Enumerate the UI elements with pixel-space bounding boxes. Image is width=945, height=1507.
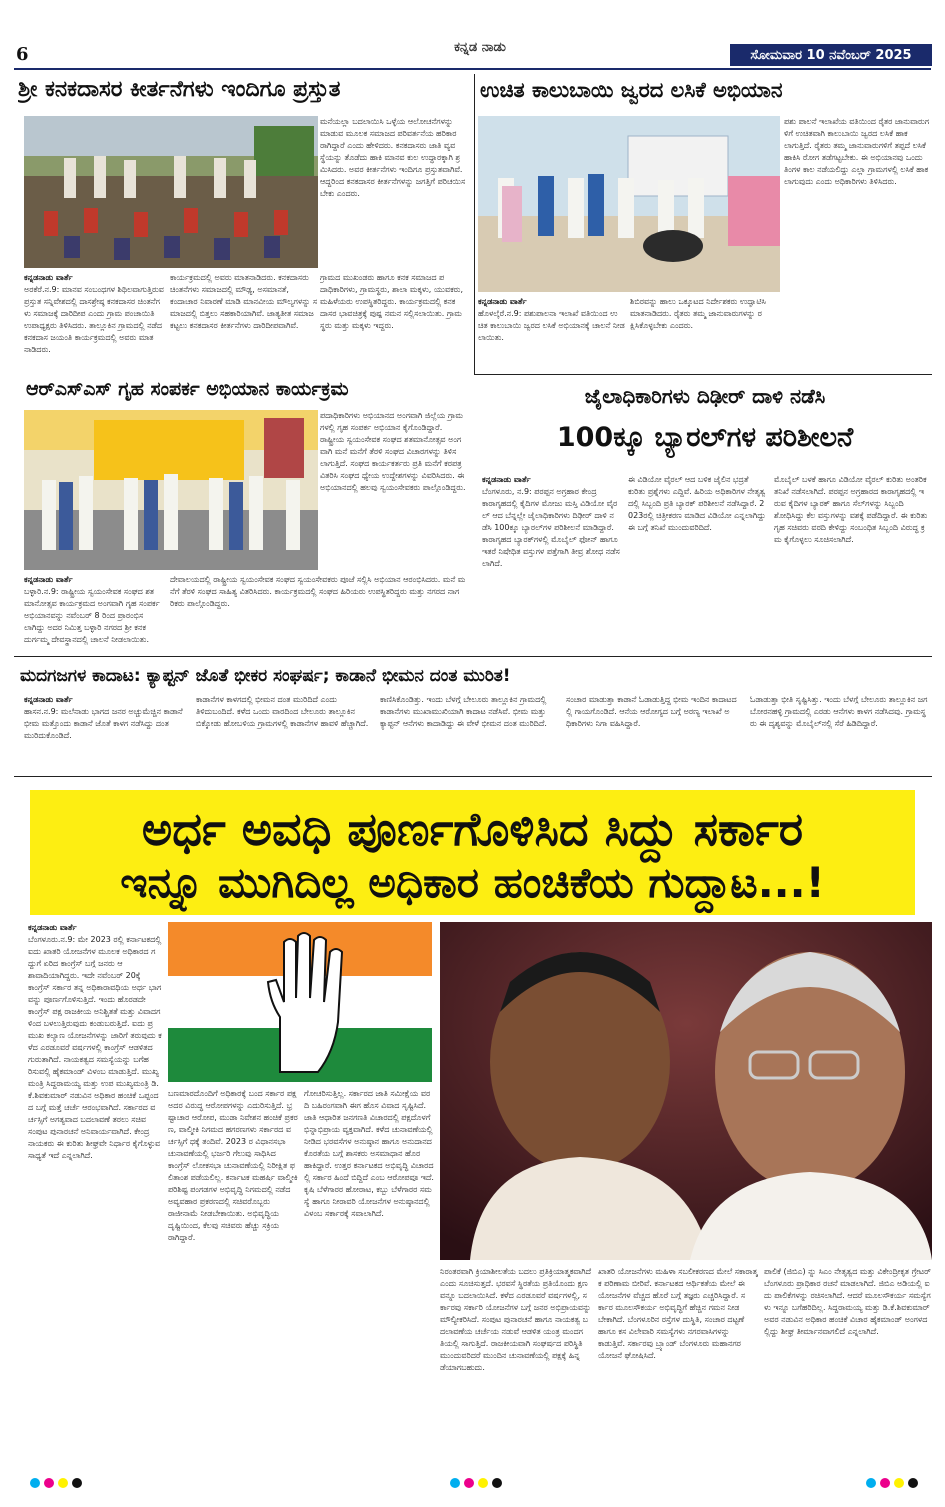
govt-col4: ನಿರಂತರವಾಗಿ ಕ್ರಿಯಾಶೀಲತೆಯ ಬದಲು ಪ್ರತಿಕ್ರಿಯಾತ್ಮಕವಾಗಿದೆ ಎಂದು ಸೂಚಿಸುತ್ತದೆ. ಭರವಸೆ ಸ್ಥಿರತೆಯ ಪ್ರತಿಯೊಂದು ಕ್ಷಣವನ್ನೂ ಬದಲಾಯಿಸಿದೆ. ಕಳೆದ ಎರಡೂವರೆ ವರ್ಷಗಳಲ್ಲಿ, ಸರ್ಕಾರವು ಸರ್ಕಾರಿ ಯೋಜನೆಗಳ ಬಗ್ಗೆ ಜನರ ಅಭಿಪ್ರಾಯವನ್ನು ಮೌಲ್ಯೀಕರಿಸಿದೆ. ಸಂಪುಟ ಪುನಾರಚನೆ ಹಾಗೂ ನಾಯಕತ್ವ ಬದಲಾವಣೆಯ ಚರ್ಚೆಯ ನಡುವೆ ಆಡಳಿತ ಯಂತ್ರ ಮಂದಗತಿಯಲ್ಲಿ ಸಾಗುತ್ತಿದೆ. ರಾಜಕೀಯವಾಗಿ ಸಂಘರ್ಷದ ಪರಿಸ್ಥಿತಿ ಮುಂದುವರಿದರೆ ಮುಂದಿನ ಚುನಾವಣೆಯಲ್ಲಿ ಪಕ್ಷಕ್ಕೆ ಹಿನ್ನಡೆಯಾಗಬಹುದು.	[440, 1267, 592, 1372]
jail-byline: ಕನ್ನಡನಾಡು ವಾರ್ತೆ	[482, 475, 531, 484]
elephant-col1	[24, 694, 188, 770]
yellow-dot	[894, 1478, 904, 1488]
rss-col2: ದೇವಾಲಯದಲ್ಲಿ ರಾಷ್ಟ್ರೀಯ ಸ್ವಯಂಸೇವಕ ಸಂಘದ ಸ್ವಯಂಸೇವಕರು ಪೂಜೆ ಸಲ್ಲಿಸಿ ಅಭಿಯಾನ ಆರಂಭಿಸಿದರು. ಮನೆ ಮನೆಗೆ ತೆರಳಿ ಸಂಘದ ಸಾಹಿತ್ಯ ವಿತರಿಸಿದರು. ಕಾರ್ಯಕ್ರಮದಲ್ಲಿ ಸಂಘದ ಹಿರಿಯರು ಉಪಸ್ಥಿತರಿದ್ದರು ಮತ್ತು ನಗರದ ನಾಗರಿಕರು ಪಾಲ್ಗೊಂಡಿದ್ದರು.	[170, 575, 466, 608]
govt-col1-text: ಬೆಂಗಳೂರು.ನ.9: ಮೇ 2023 ರಲ್ಲಿ ಕರ್ನಾಟಕದಲ್ಲಿ ಐದು ಖಾತರಿ ಯೋಜನೆಗಳ ಮೂಲಕ ಅಧಿಕಾರದ ಗದ್ದುಗೆ ಏರಿದ ಕಾಂಗ್ರೆಸ್ ಬಗ್ಗೆ ಜನರು ಆಶಾವಾದಿಯಾಗಿದ್ದರು. ಇದೇ ನವೆಂಬರ್ 20ಕ್ಕೆ ಕಾಂಗ್ರೆಸ್ ಸರ್ಕಾರ ತನ್ನ ಅಧಿಕಾರಾವಧಿಯ ಅರ್ಧ ಭಾಗವನ್ನು ಪೂರ್ಣಗೊಳಿಸುತ್ತಿದೆ. ಇಂದು ಹೊರಡದೇ ಕಾಂಗ್ರೆಸ್ ಪಕ್ಷ ರಾಜಕೀಯ ಅನಿಶ್ಚಿತತೆ ಮತ್ತು ವಿವಾದಗಳಿಂದ ಬಳಲುತ್ತಿರುವುದು ಕಂಡುಬರುತ್ತಿದೆ. ಐದು ಪ್ರಮುಖ ಕಲ್ಯಾಣ ಯೋಜನೆಗಳನ್ನು ಜಾರಿಗೆ ತರುವುದು ಕಳೆದ ಎರಡೂವರೆ ವರ್ಷಗಳಲ್ಲಿ ಕಾಂಗ್ರೆಸ್ ಆಡಳಿತದ ಗುರುತಾಗಿದೆ. ನಾಯಕತ್ವದ ಸಮಸ್ಯೆಯನ್ನು ಬಗೆಹರಿಸುವಲ್ಲಿ ಹೈಕಮಾಂಡ್ ವಿಳಂಬ ಮಾಡುತ್ತಿದೆ. ಮುಖ್ಯಮಂತ್ರಿ ಸಿದ್ದರಾಮಯ್ಯ ಮತ್ತು ಉಪ ಮುಖ್ಯಮಂತ್ರಿ ಡಿ.ಕೆ.ಶಿವಕುಮಾರ್ ನಡುವಿನ ಅಧಿಕಾರ ಹಂಚಿಕೆ ಒಪ್ಪಂದದ ಬಗ್ಗೆ ಮತ್ತೆ ಚರ್ಚೆ ಆರಂಭವಾಗಿದೆ. ಸರ್ಕಾರದ ವರ್ಚಸ್ಸಿಗೆ ಅಗತ್ಯವಾದ ಬದಲಾವಣೆ ತರಲು ಸಚಿವ ಸಂಪುಟ ಪುನಾರಚನೆ ಅನಿವಾರ್ಯವಾಗಿದೆ. ಕೇಂದ್ರ ನಾಯಕರು ಈ ಕುರಿತು ಶೀಘ್ರವೇ ನಿರ್ಧಾರ ಕೈಗೊಳ್ಳುವ ಸಾಧ್ಯತೆ ಇದೆ ಎನ್ನಲಾಗಿದೆ.	[28, 935, 162, 1160]
vaccine-photo	[478, 116, 780, 292]
magenta-dot	[44, 1478, 54, 1488]
elephant-col3: ಕಾಣಿಸಿಕೊಂಡಿತ್ತು. ಇಂದು ಬೆಳಗ್ಗೆ ಬೇಲೂರು ತಾಲ್ಲೂಕಿನ ಗ್ರಾಮದಲ್ಲಿ ಕಾಡಾನೆಗಳು ಮುಖಾಮುಖಿಯಾಗಿ ಕಾದಾಟ ನಡೆಸಿವೆ. ಭೀಮ ಮತ್ತು ಕ್ಯಾಪ್ಟನ್ ಆನೆಗಳು ಕಾದಾಡಿದ್ದು ಈ ವೇಳೆ ಭೀಮನ ದಂತ ಮುರಿದಿದೆ.	[380, 695, 547, 728]
section-rule	[14, 656, 932, 657]
rss-col1	[24, 574, 164, 646]
govt-col2: ಬಣಮಾರದೊಂದಿಗೆ ಅಧಿಕಾರಕ್ಕೆ ಬಂದ ಸರ್ಕಾರ ಪಕ್ಷ ಅದರ ವಿರುದ್ಧ ಆರೋಪಗಳನ್ನು ಎದುರಿಸುತ್ತಿದೆ. ಭ್ರಷ್ಟಾಚಾರ ಆರೋಪ, ಮುಡಾ ನಿವೇಶನ ಹಂಚಿಕೆ ಪ್ರಕರಣ, ವಾಲ್ಮೀಕಿ ನಿಗಮದ ಹಗರಣಗಳು ಸರ್ಕಾರದ ವರ್ಚಸ್ಸಿಗೆ ಧಕ್ಕೆ ತಂದಿವೆ. 2023 ರ ವಿಧಾನಸಭಾ ಚುನಾವಣೆಯಲ್ಲಿ ಭರ್ಜರಿ ಗೆಲುವು ಸಾಧಿಸಿದ ಕಾಂಗ್ರೆಸ್ ಲೋಕಸಭಾ ಚುನಾವಣೆಯಲ್ಲಿ ನಿರೀಕ್ಷಿತ ಫಲಿತಾಂಶ ಪಡೆಯಲಿಲ್ಲ. ಕರ್ನಾಟಕ ಮಹರ್ಷಿ ವಾಲ್ಮೀಕಿ ಪರಿಶಿಷ್ಟ ಪಂಗಡಗಳ ಅಭಿವೃದ್ಧಿ ನಿಗಮದಲ್ಲಿ ನಡೆದ ಅವ್ಯವಹಾರ ಪ್ರಕರಣದಲ್ಲಿ ಸಚಿವರೊಬ್ಬರು ರಾಜೀನಾಮೆ ನೀಡಬೇಕಾಯಿತು. ಅಭಿವೃದ್ಧಿಯ ದೃಷ್ಟಿಯಿಂದ, ಕೆಲವು ಸಚಿವರು ಹೆಚ್ಚು ಸಕ್ರಿಯರಾಗಿದ್ದಾರೆ.	[168, 1089, 298, 1242]
black-dot	[72, 1478, 82, 1488]
yellow-dot	[58, 1478, 68, 1488]
elephant-col1-text: ಹಾಸನ.ನ.9: ಮಲೆನಾಡು ಭಾಗದ ಜನರ ಅಚ್ಚುಮೆಚ್ಚಿನ ಕಾಡಾನೆ ಭೀಮ ಮತ್ತೊಂದು ಕಾಡಾನೆ ಜೊತೆ ಕಾಳಗ ನಡೆಸಿದ್ದು ದಂತ ಮುರಿದುಕೊಂಡಿದೆ.	[24, 707, 183, 740]
rss-col1-text: ಬಳ್ಳಾರಿ.ನ.9: ರಾಷ್ಟ್ರೀಯ ಸ್ವಯಂಸೇವಕ ಸಂಘದ ಶತಮಾನೋತ್ಸವ ಕಾರ್ಯಕ್ರಮದ ಅಂಗವಾಗಿ ಗೃಹ ಸಂಪರ್ಕ ಅಭಿಯಾನವನ್ನು ನವೆಂಬರ್ 8 ರಿಂದ ಪ್ರಾರಂಭಿಸಲಾಗಿದ್ದು ಅದರ ನಿಮಿತ್ತ ಬಳ್ಳಾರಿ ನಗರದ ಶ್ರೀ ಕನಕ ದುರ್ಗಮ್ಮ ದೇವಸ್ಥಾನದಲ್ಲಿ ಚಾಲನೆ ನೀಡಲಾಯಿತು.	[24, 587, 160, 644]
govt-col1	[28, 922, 162, 1470]
vaccine-col1	[478, 296, 626, 370]
kanaka-col-right: ಮನೆಯಲ್ಲಾ ಬದಲಾಯಿಸಿ ಒಳ್ಳೆಯ ಆಲೋಚನೆಗಳನ್ನು ಮಾಡುವ ಮೂಲಕ ಸಮಾಜದ ಪರಿವರ್ತನೆಯ ಹರಿಕಾರರಾಗಿದ್ದಾರೆ ಎಂದು ಹೇಳಿದರು. ಕನಕದಾಸರು ಜಾತಿ ವ್ಯವಸ್ಥೆಯನ್ನು ತೊಡೆದು ಹಾಕಿ ಮಾನವ ಕುಲ ಉದ್ಧಾರಕ್ಕಾಗಿ ಶ್ರಮಿಸಿದರು. ಅವರ ಕೀರ್ತನೆಗಳು ಇಂದಿಗೂ ಪ್ರಸ್ತುತವಾಗಿವೆ. ಆದ್ದರಿಂದ ಕನಕದಾಸರ ಕೀರ್ತನೆಗಳನ್ನು ಜಗತ್ತಿಗೆ ಪರಿಚಯಿಸಬೇಕು ಎಂದರು.	[320, 117, 466, 198]
yellow-dot	[478, 1478, 488, 1488]
govt-col6: ಪಾಲಿಕೆ (ಜಿಬಿಎ) ನ್ನು ಸಿಎಂ ನೇತೃತ್ವದ ಮತ್ತು ವಿಕೇಂದ್ರೀಕೃತ ಗ್ರೇಟರ್ ಬೆಂಗಳೂರು ಪ್ರಾಧಿಕಾರ ರಚನೆ ಮಾಡಲಾಗಿದೆ. ಜಿಬಿಎ ಅಡಿಯಲ್ಲಿ ಐದು ಪಾಲಿಕೆಗಳನ್ನು ರಚಿಸಲಾಗಿದೆ. ಆದರೆ ಮೂಲಸೌಕರ್ಯ ಸಮಸ್ಯೆಗಳು ಇನ್ನೂ ಬಗೆಹರಿದಿಲ್ಲ. ಸಿದ್ದರಾಮಯ್ಯ ಮತ್ತು ಡಿ.ಕೆ.ಶಿವಕುಮಾರ್ ಅವರ ನಡುವಿನ ಅಧಿಕಾರ ಹಂಚಿಕೆ ವಿಚಾರ ಹೈಕಮಾಂಡ್ ಅಂಗಳದಲ್ಲಿದ್ದು ಶೀಘ್ರ ತೀರ್ಮಾನವಾಗಲಿದೆ ಎನ್ನಲಾಗಿದೆ.	[764, 1267, 931, 1336]
jail-col1	[482, 474, 622, 652]
magenta-dot	[880, 1478, 890, 1488]
kanaka-col1-text: ಅರಕೆರೆ.ನ.9: ಮಾನವ ಸಂಬಂಧಗಳ ಶಿಥಿಲವಾಗುತ್ತಿರುವ ಪ್ರಸ್ತುತ ಸನ್ನಿವೇಶದಲ್ಲಿ ದಾಸಶ್ರೇಷ್ಠ ಕನಕದಾಸರ ಚಿಂತನೆಗಳು ಸಮಾಜಕ್ಕೆ ದಾರಿದೀಪ ಎಂದು ಗ್ರಾಮ ಪಂಚಾಯಿತಿ ಉಪಾಧ್ಯಕ್ಷರು ತಿಳಿಸಿದರು. ತಾಲ್ಲೂಕಿನ ಗ್ರಾಮದಲ್ಲಿ ನಡೆದ ಕನಕದಾಸ ಜಯಂತಿ ಕಾರ್ಯಕ್ರಮದಲ್ಲಿ ಅವರು ಮಾತನಾಡಿದರು.	[24, 285, 164, 354]
masthead-logo: ಕನ್ನಡ ನಾಡು	[454, 40, 506, 55]
govt-banner	[30, 790, 915, 915]
registration-marks-left	[30, 1478, 82, 1488]
page-number: 6	[16, 44, 29, 65]
jail-col3: ಮೊಬೈಲ್ ಬಳಕೆ ಹಾಗೂ ವಿಡಿಯೋ ವೈರಲ್ ಕುರಿತು ಅಂತರಿಕ ತನಿಖೆ ನಡೆಸಲಾಗಿದೆ. ಪರಪ್ಪನ ಅಗ್ರಹಾರದ ಕಾರಾಗೃಹದಲ್ಲಿ ಇರುವ ಕೈದಿಗಳ ಬ್ಯಾರಕ್ ಹಾಗೂ ಸೆಲ್‌ಗಳನ್ನು ಸಿಬ್ಬಂದಿ ಶೋಧಿಸಿದ್ದು ಕೆಲ ವಸ್ತುಗಳನ್ನು ವಶಕ್ಕೆ ಪಡೆದಿದ್ದಾರೆ. ಈ ಕುರಿತು ಗೃಹ ಸಚಿವರು ವರದಿ ಕೇಳಿದ್ದು ಸಂಬಂಧಿತ ಸಿಬ್ಬಂದಿ ವಿರುದ್ಧ ಕ್ರಮ ಕೈಗೊಳ್ಳಲು ಸೂಚಿಸಲಾಗಿದೆ.	[774, 475, 928, 544]
elephant-col2: ಕಾಡಾನೆಗಳ ಕಾಳಗದಲ್ಲಿ ಭೀಮನ ದಂತ ಮುರಿದಿದೆ ಎಂದು ತಿಳಿದುಬಂದಿದೆ. ಕಳೆದ ಒಂದು ವಾರದಿಂದ ಬೇಲೂರು ತಾಲ್ಲೂಕಿನ ಬಿಕ್ಕೋಡು ಹೋಬಳಿಯ ಗ್ರಾಮಗಳಲ್ಲಿ ಕಾಡಾನೆಗಳ ಹಾವಳಿ ಹೆಚ್ಚಾಗಿದೆ.	[196, 695, 369, 728]
registration-marks-center	[450, 1478, 502, 1488]
vaccine-col-right: ಪಶು ಪಾಲನೆ ಇಲಾಖೆಯ ವತಿಯಿಂದ ರೈತರ ಜಾನುವಾರುಗಳಿಗೆ ಉಚಿತವಾಗಿ ಕಾಲುಬಾಯಿ ಜ್ವರದ ಲಸಿಕೆ ಹಾಕಲಾಗುತ್ತಿದೆ. ರೈತರು ತಮ್ಮ ಜಾನುವಾರುಗಳಿಗೆ ತಪ್ಪದೆ ಲಸಿಕೆ ಹಾಕಿಸಿ ರೋಗ ತಡೆಗಟ್ಟಬೇಕು. ಈ ಅಭಿಯಾನವು ಒಂದು ತಿಂಗಳ ಕಾಲ ನಡೆಯಲಿದ್ದು ಎಲ್ಲಾ ಗ್ರಾಮಗಳಲ್ಲಿ ಲಸಿಕೆ ಹಾಕಲಾಗುವುದು ಎಂದು ಅಧಿಕಾರಿಗಳು ತಿಳಿಸಿದರು.	[784, 117, 930, 186]
rss-col-right: ಪದಾಧಿಕಾರಿಗಳು ಅಭಿಯಾನದ ಅಂಗವಾಗಿ ಜಿಲ್ಲೆಯ ಗ್ರಾಮಗಳಲ್ಲಿ ಗೃಹ ಸಂಪರ್ಕ ಅಭಿಯಾನ ಕೈಗೊಂಡಿದ್ದಾರೆ. ರಾಷ್ಟ್ರೀಯ ಸ್ವಯಂಸೇವಕ ಸಂಘದ ಶತಮಾನೋತ್ಸವ ಅಂಗವಾಗಿ ಮನೆ ಮನೆಗೆ ತೆರಳಿ ಸಂಘದ ವಿಚಾರಗಳನ್ನು ತಿಳಿಸಲಾಗುತ್ತಿದೆ. ಸಂಘದ ಕಾರ್ಯಕರ್ತರು ಪ್ರತಿ ಮನೆಗೆ ಕರಪತ್ರ ವಿತರಿಸಿ ಸಂಘದ ಧ್ಯೇಯ ಉದ್ದೇಶಗಳನ್ನು ವಿವರಿಸಿದರು. ಈ ಅಭಿಯಾನದಲ್ಲಿ ಹಲವು ಸ್ವಯಂಸೇವಕರು ಪಾಲ್ಗೊಂಡಿದ್ದರು.	[320, 411, 466, 492]
cyan-dot	[30, 1478, 40, 1488]
section-rule	[14, 776, 932, 777]
elephant-headline: ಮದಗಜಗಳ ಕಾದಾಟ: ಕ್ಯಾಪ್ಟನ್ ಜೊತೆ ಭೀಕರ ಸಂಘರ್ಷ; ಕಾಡಾನೆ ಭೀಮನ ದಂತ ಮುರಿತ!	[20, 666, 511, 686]
leaders-photo	[440, 922, 932, 1260]
header-rule	[14, 68, 931, 70]
govt-col5: ಖಾತರಿ ಯೋಜನೆಗಳು ಮಹಿಳಾ ಸಬಲೀಕರಣದ ಮೇಲೆ ಸಕಾರಾತ್ಮಕ ಪರಿಣಾಮ ಬೀರಿವೆ. ಕರ್ನಾಟಕದ ಆರ್ಥಿಕತೆಯ ಮೇಲೆ ಈ ಯೋಜನೆಗಳ ವೆಚ್ಚದ ಹೊರೆ ಬಗ್ಗೆ ತಜ್ಞರು ಎಚ್ಚರಿಸಿದ್ದಾರೆ. ಸರ್ಕಾರ ಮೂಲಸೌಕರ್ಯ ಅಭಿವೃದ್ಧಿಗೆ ಹೆಚ್ಚಿನ ಗಮನ ನೀಡಬೇಕಾಗಿದೆ. ಬೆಂಗಳೂರಿನ ರಸ್ತೆಗಳ ದುಸ್ಥಿತಿ, ಸಂಚಾರ ದಟ್ಟಣೆ ಹಾಗೂ ಕಸ ವಿಲೇವಾರಿ ಸಮಸ್ಯೆಗಳು ನಗರವಾಸಿಗಳನ್ನು ಕಾಡುತ್ತಿವೆ. ಸರ್ಕಾರವು ಬ್ರ್ಯಾಂಡ್ ಬೆಂಗಳೂರು ಮಹಾನಗರ ಯೋಜನೆ ಘೋಷಿಸಿದೆ.	[598, 1267, 758, 1360]
vaccine-byline: ಕನ್ನಡನಾಡು ವಾರ್ತೆ	[478, 297, 527, 306]
jail-col1-text: ಬೆಂಗಳೂರು, ನ.9: ಪರಪ್ಪನ ಅಗ್ರಹಾರ ಕೇಂದ್ರ ಕಾರಾಗೃಹದಲ್ಲಿ ಕೈದಿಗಳ ಮೋಜು ಮಸ್ತಿ ವಿಡಿಯೋ ವೈರಲ್ ಆದ ಬೆನ್ನಲ್ಲೇ ಜೈಲಾಧಿಕಾರಿಗಳು ದಿಢೀರ್ ದಾಳಿ ನಡೆಸಿ 100ಕ್ಕೂ ಬ್ಯಾರಲ್‌ಗಳ ಪರಿಶೀಲನೆ ಮಾಡಿದ್ದಾರೆ. ಕಾರಾಗೃಹದ ಬ್ಯಾರಕ್‌ಗಳಲ್ಲಿ ಮೊಬೈಲ್ ಫೋನ್ ಹಾಗೂ ಇತರೆ ನಿಷೇಧಿತ ವಸ್ತುಗಳ ಪತ್ತೆಗಾಗಿ ತೀವ್ರ ಶೋಧ ನಡೆಸಲಾಗಿದೆ.	[482, 487, 620, 568]
rss-photo	[24, 410, 318, 570]
govt-headline-2: ಇನ್ನೂ ಮುಗಿದಿಲ್ಲ ಅಧಿಕಾರ ಹಂಚಿಕೆಯ ಗುದ್ದಾಟ...!	[120, 858, 825, 907]
black-dot	[492, 1478, 502, 1488]
govt-col3: ಗೋಚರಿಸುತ್ತಿಲ್ಲ. ಸರ್ಕಾರದ ಜಾತಿ ಸಮೀಕ್ಷೆಯ ವರದಿ ಬಹಿರಂಗವಾಗಿ ಈಗ ಹೊಸ ವಿವಾದ ಸೃಷ್ಟಿಸಿದೆ. ಜಾತಿ ಆಧಾರಿತ ಜನಗಣತಿ ವಿಚಾರದಲ್ಲಿ ಪಕ್ಷದೊಳಗೆ ಭಿನ್ನಾಭಿಪ್ರಾಯ ವ್ಯಕ್ತವಾಗಿದೆ. ಕಳೆದ ಚುನಾವಣೆಯಲ್ಲಿ ನೀಡಿದ ಭರವಸೆಗಳ ಅನುಷ್ಠಾನ ಹಾಗೂ ಅನುದಾನದ ಕೊರತೆಯ ಬಗ್ಗೆ ಶಾಸಕರು ಅಸಮಾಧಾನ ಹೊರಹಾಕಿದ್ದಾರೆ. ಉತ್ತರ ಕರ್ನಾಟಕದ ಅಭಿವೃದ್ಧಿ ವಿಚಾರದಲ್ಲಿ ಸರ್ಕಾರ ಹಿಂದೆ ಬಿದ್ದಿದೆ ಎಂಬ ಆರೋಪವೂ ಇದೆ. ಕೃಷಿ ಬೆಳೆಗಾರರ ಹೋರಾಟ, ಕಬ್ಬು ಬೆಳೆಗಾರರ ಸಮಸ್ಯೆ ಹಾಗೂ ನೀರಾವರಿ ಯೋಜನೆಗಳ ಅನುಷ್ಠಾನದಲ್ಲಿ ವಿಳಂಬ ಸರ್ಕಾರಕ್ಕೆ ಸವಾಲಾಗಿದೆ.	[304, 1089, 434, 1218]
rss-headline: ಆರ್‌ಎಸ್‌ಎಸ್ ಗೃಹ ಸಂಪರ್ಕ ಅಭಿಯಾನ ಕಾರ್ಯಕ್ರಮ	[26, 378, 349, 400]
jail-col2: ಈ ವಿಡಿಯೋ ವೈರಲ್ ಆದ ಬಳಿಕ ಜೈಲಿನ ಭದ್ರತೆ ಕುರಿತು ಪ್ರಶ್ನೆಗಳು ಎದ್ದಿವೆ. ಹಿರಿಯ ಅಧಿಕಾರಿಗಳ ನೇತೃತ್ವದಲ್ಲಿ ಸಿಬ್ಬಂದಿ ಪ್ರತಿ ಬ್ಯಾರಕ್ ಪರಿಶೀಲನೆ ನಡೆಸಿದ್ದಾರೆ. 2023ರಲ್ಲಿ ಚಿತ್ರೀಕರಣ ಮಾಡಿದ ವಿಡಿಯೋ ಎನ್ನಲಾಗಿದ್ದು ಈ ಬಗ್ಗೆ ತನಿಖೆ ಮುಂದುವರಿದಿದೆ.	[628, 475, 766, 532]
elephant-col4: ಸಂಚಾರ ಮಾಡುತ್ತಾ ಕಾಡಾನೆ ಓಡಾಡುತ್ತಿದ್ದ ಭೀಮ ಇಂದಿನ ಕಾದಾಟದಲ್ಲಿ ಗಾಯಗೊಂಡಿದೆ. ಆನೆಯ ಆರೋಗ್ಯದ ಬಗ್ಗೆ ಅರಣ್ಯ ಇಲಾಖೆ ಅಧಿಕಾರಿಗಳು ನಿಗಾ ವಹಿಸಿದ್ದಾರೆ.	[566, 695, 737, 728]
vaccine-headline: ಉಚಿತ ಕಾಲುಬಾಯಿ ಜ್ವರದ ಲಸಿಕೆ ಅಭಿಯಾನ	[480, 78, 783, 102]
rss-byline: ಕನ್ನಡನಾಡು ವಾರ್ತೆ	[24, 575, 73, 584]
govt-byline: ಕನ್ನಡನಾಡು ವಾರ್ತೆ	[28, 923, 77, 932]
cyan-dot	[866, 1478, 876, 1488]
magenta-dot	[464, 1478, 474, 1488]
kanaka-byline: ಕನ್ನಡನಾಡು ವಾರ್ತೆ	[24, 273, 73, 282]
column-rule	[474, 74, 475, 374]
elephant-byline: ಕನ್ನಡನಾಡು ವಾರ್ತೆ	[24, 695, 73, 704]
govt-headline-1: ಅರ್ಧ ಅವಧಿ ಪೂರ್ಣಗೊಳಿಸಿದ ಸಿದ್ದು ಸರ್ಕಾರ	[141, 802, 804, 856]
vaccine-col2: ಶಿಬಿರವನ್ನು ಹಾಲು ಒಕ್ಕೂಟದ ನಿರ್ದೇಶಕರು ಉದ್ಘಾಟಿಸಿ ಮಾತನಾಡಿದರು. ರೈತರು ತಮ್ಮ ಜಾನುವಾರುಗಳನ್ನು ರಕ್ಷಿಸಿಕೊಳ್ಳಬೇಕು ಎಂದರು.	[630, 297, 766, 330]
kanaka-col1	[24, 272, 164, 368]
black-dot	[908, 1478, 918, 1488]
cyan-dot	[450, 1478, 460, 1488]
kanaka-col3: ಗ್ರಾಮದ ಮುಖಂಡರು ಹಾಗೂ ಕನಕ ಸಮಾಜದ ಪದಾಧಿಕಾರಿಗಳು, ಗ್ರಾಮಸ್ಥರು, ಶಾಲಾ ಮಕ್ಕಳು, ಯುವಕರು, ಮಹಿಳೆಯರು ಉಪಸ್ಥಿತರಿದ್ದರು. ಕಾರ್ಯಕ್ರಮದಲ್ಲಿ ಕನಕದಾಸರ ಭಾವಚಿತ್ರಕ್ಕೆ ಪುಷ್ಪ ನಮನ ಸಲ್ಲಿಸಲಾಯಿತು. ಗ್ರಾಮಸ್ಥರು ಮತ್ತು ಮಕ್ಕಳು ಇದ್ದರು.	[320, 273, 464, 330]
jail-headline-2: 100ಕ್ಕೂ ಬ್ಯಾರಲ್‌ಗಳ ಪರಿಶೀಲನೆ	[556, 422, 854, 453]
kanaka-photo	[24, 116, 318, 268]
date-band	[730, 44, 932, 66]
vaccine-col1-text: ಹೊಳಲ್ಕೆರೆ.ನ.9: ಪಶುಪಾಲನಾ ಇಲಾಖೆ ವತಿಯಿಂದ ಉಚಿತ ಕಾಲುಬಾಯಿ ಜ್ವರದ ಲಸಿಕೆ ಅಭಿಯಾನಕ್ಕೆ ಚಾಲನೆ ನೀಡಲಾಯಿತು.	[478, 309, 625, 342]
section-rule	[474, 374, 932, 375]
kanaka-headline: ಶ್ರೀ ಕನಕದಾಸರ ಕೀರ್ತನೆಗಳು ಇಂದಿಗೂ ಪ್ರಸ್ತುತ	[18, 77, 341, 102]
registration-marks-right	[866, 1478, 918, 1488]
congress-flag-image	[168, 922, 432, 1082]
jail-headline-1: ಜೈಲಾಧಿಕಾರಿಗಳು ದಿಢೀರ್ ದಾಳಿ ನಡೆಸಿ	[584, 384, 826, 408]
date-text: ಸೋಮವಾರ 10 ನವೆಂಬರ್ 2025	[750, 47, 912, 63]
elephant-col5: ಓಡಾಡುತ್ತಾ ಭೀತಿ ಸೃಷ್ಟಿಸಿತ್ತು. ಇಂದು ಬೆಳಗ್ಗೆ ಬೇಲೂರು ತಾಲ್ಲೂಕಿನ ಜಗಬೋರನಹಳ್ಳಿ ಗ್ರಾಮದಲ್ಲಿ ಎರಡು ಆನೆಗಳು ಕಾಳಗ ನಡೆಸಿದವು. ಗ್ರಾಮಸ್ಥರು ಈ ದೃಶ್ಯವನ್ನು ಮೊಬೈಲ್‌ನಲ್ಲಿ ಸೆರೆ ಹಿಡಿದಿದ್ದಾರೆ.	[750, 695, 928, 728]
kanaka-col2: ಕಾರ್ಯಕ್ರಮದಲ್ಲಿ ಅವರು ಮಾತನಾಡಿದರು. ಕನಕದಾಸರು ಚಿಂತನೆಗಳು ಸಮಾಜದಲ್ಲಿ ಮೌಢ್ಯ, ಅಸಮಾನತೆ, ಕಂದಾಚಾರ ನಿವಾರಣೆ ಮಾಡಿ ಮಾನವೀಯ ಮೌಲ್ಯಗಳನ್ನು ಸಮಾಜದಲ್ಲಿ ಬಿತ್ತಲು ಸಹಕಾರಿಯಾಗಿವೆ. ಜಾತ್ಯತೀತ ಸಮಾಜ ಕಟ್ಟಲು ಕನಕದಾಸರ ಕೀರ್ತನೆಗಳು ದಾರಿದೀಪವಾಗಿವೆ.	[170, 273, 318, 330]
